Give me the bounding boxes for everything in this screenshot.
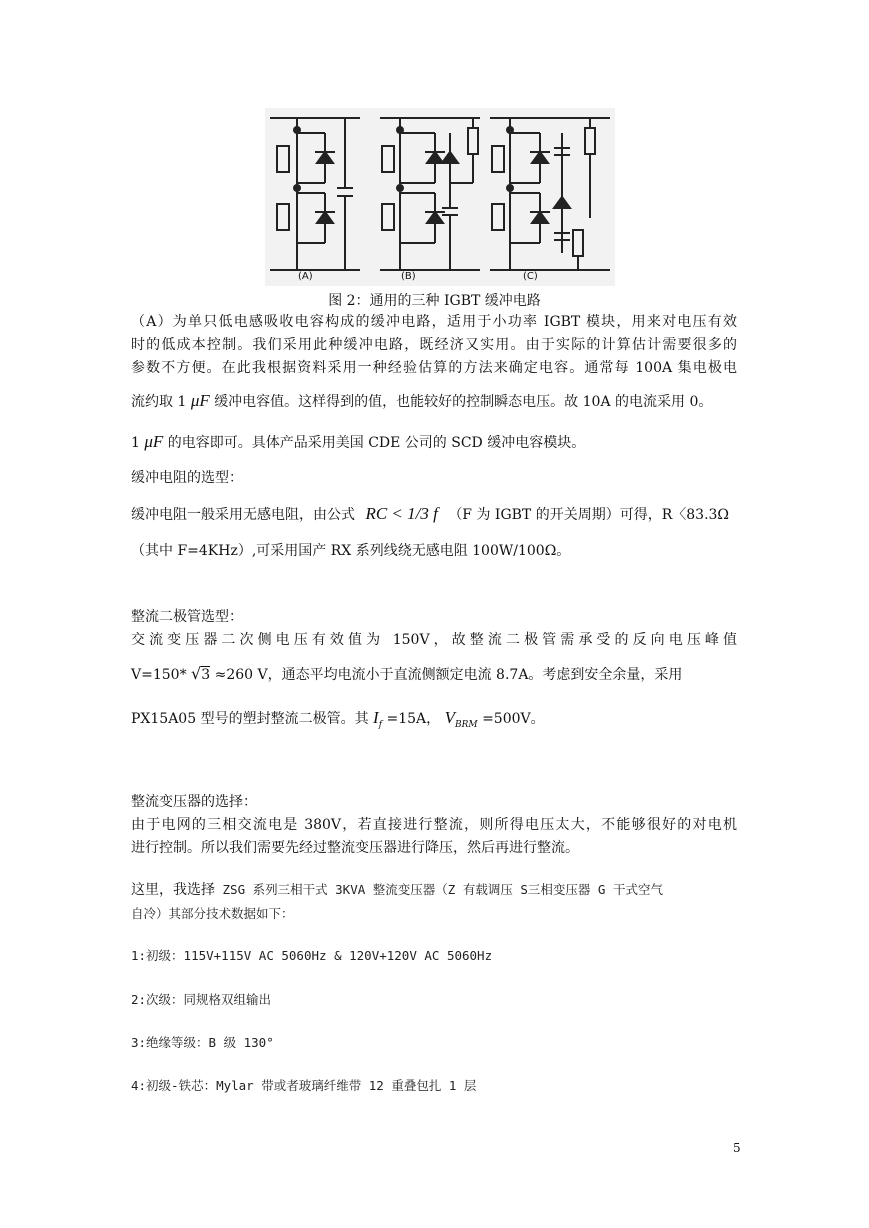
text: ≈260 V，通态平均电流小于直流侧额定电流 8.7A。考虑到安全余量，采用 — [214, 667, 683, 683]
text: 流约取 1 — [131, 394, 187, 410]
paragraph-a-line-2: 时的低成本控制。我们采用此种缓冲电路，既经济又实用。由于实际的计算估计需要很多的 — [131, 337, 737, 353]
text: V=150* — [131, 667, 187, 683]
transformer-heading: 整流变压器的选择： — [131, 794, 257, 810]
paragraph-a-line-5 — [131, 432, 585, 453]
text: 这里，我选择 — [131, 882, 215, 898]
transformer-line-1: 由于电网的三相交流电是 380V，若直接进行整流，则所得电压太大，不能够很好的对电机 — [131, 817, 737, 833]
text: 缓冲电容值。这样得到的值，也能较好的控制瞬态电压。故 10A 的电流采用 0。 — [214, 394, 713, 410]
panel-label-a: (A) — [298, 271, 313, 282]
unit-microfarad: μF — [190, 391, 210, 410]
snubber-circuits-figure — [265, 108, 615, 286]
text: 的电容即可。具体产品采用美国 CDE 公司的 SCD 缓冲电容模块。 — [167, 435, 586, 451]
spec-item-2: 2:次级：同规格双组输出 — [131, 992, 272, 1007]
resistor-line-1 — [131, 504, 729, 525]
circuit-c — [490, 118, 610, 270]
diode-line-1: 交流变压器二次侧电压有效值为 150V，故整流二极管需承受的反向电压峰值 — [131, 632, 737, 648]
text: 1 — [131, 435, 140, 451]
subscript-f: f — [378, 719, 383, 730]
paragraph-a-line-4 — [131, 391, 712, 412]
page-number: 5 — [733, 1141, 741, 1155]
sqrt-symbol: √ — [191, 664, 202, 683]
transformer-line-4: 自冷）其部分技术数据如下： — [131, 906, 294, 921]
subscript-brm: BRM — [455, 719, 478, 730]
resistor-line-2: （其中 F=4KHz）,可采用国产 RX 系列线绕无感电阻 100W/100Ω。 — [131, 543, 571, 559]
paragraph-a-line-1: （A）为单只低电感吸收电容构成的缓冲电路，适用于小功率 IGBT 模块，用来对电压有效 — [131, 314, 737, 330]
circuit-a — [270, 118, 360, 270]
unit-microfarad: μF — [144, 432, 164, 451]
transformer-line-2: 进行控制。所以我们需要先经过整流变压器进行降压，然后再进行整流。 — [131, 840, 579, 856]
spec-item-4: 4:初级-铁芯：Mylar 带或者玻璃纤维带 12 重叠包扎 1 层 — [131, 1078, 477, 1093]
symbol-v: V — [444, 708, 455, 727]
panel-label-b: (B) — [401, 271, 416, 282]
figure-caption: 图 2：通用的三种 IGBT 缓冲电路 — [328, 293, 541, 309]
resistor-heading: 缓冲电阻的选型： — [131, 470, 243, 486]
text: （F 为 IGBT 的开关周期）可得，R〈83.3Ω — [448, 507, 730, 523]
sqrt-radicand: 3 — [201, 667, 211, 683]
diode-heading: 整流二极管选型： — [131, 609, 243, 625]
text: ZSG 系列三相干式 3KVA 整流变压器（Z 有载调压 S三相变压器 G 干式空气 — [215, 882, 663, 897]
diode-line-2 — [131, 664, 682, 685]
symbol-if: I — [373, 708, 379, 727]
text: =500V。 — [482, 711, 545, 727]
text: 缓冲电阻一般采用无感电阻，由公式 — [131, 507, 355, 523]
spec-item-1: 1:初级：115V+115V AC 5060Hz & 120V+120V AC 5060Hz — [131, 948, 493, 963]
paragraph-a-line-3: 参数不方便。在此我根据资料采用一种经验估算的方法来确定电容。通常每 100A 集电极电 — [131, 360, 737, 376]
panel-label-c: (C) — [523, 271, 538, 282]
text: PX15A05 型号的塑封整流二极管。其 — [131, 711, 369, 727]
circuit-b — [380, 118, 480, 270]
text: =15A， — [386, 711, 441, 727]
spec-item-3: 3:绝缘等级：B 级 130° — [131, 1035, 274, 1050]
transformer-line-3 — [131, 880, 663, 900]
diode-line-3 — [131, 708, 545, 735]
formula-rc: RC < 1/3 f — [365, 504, 438, 523]
